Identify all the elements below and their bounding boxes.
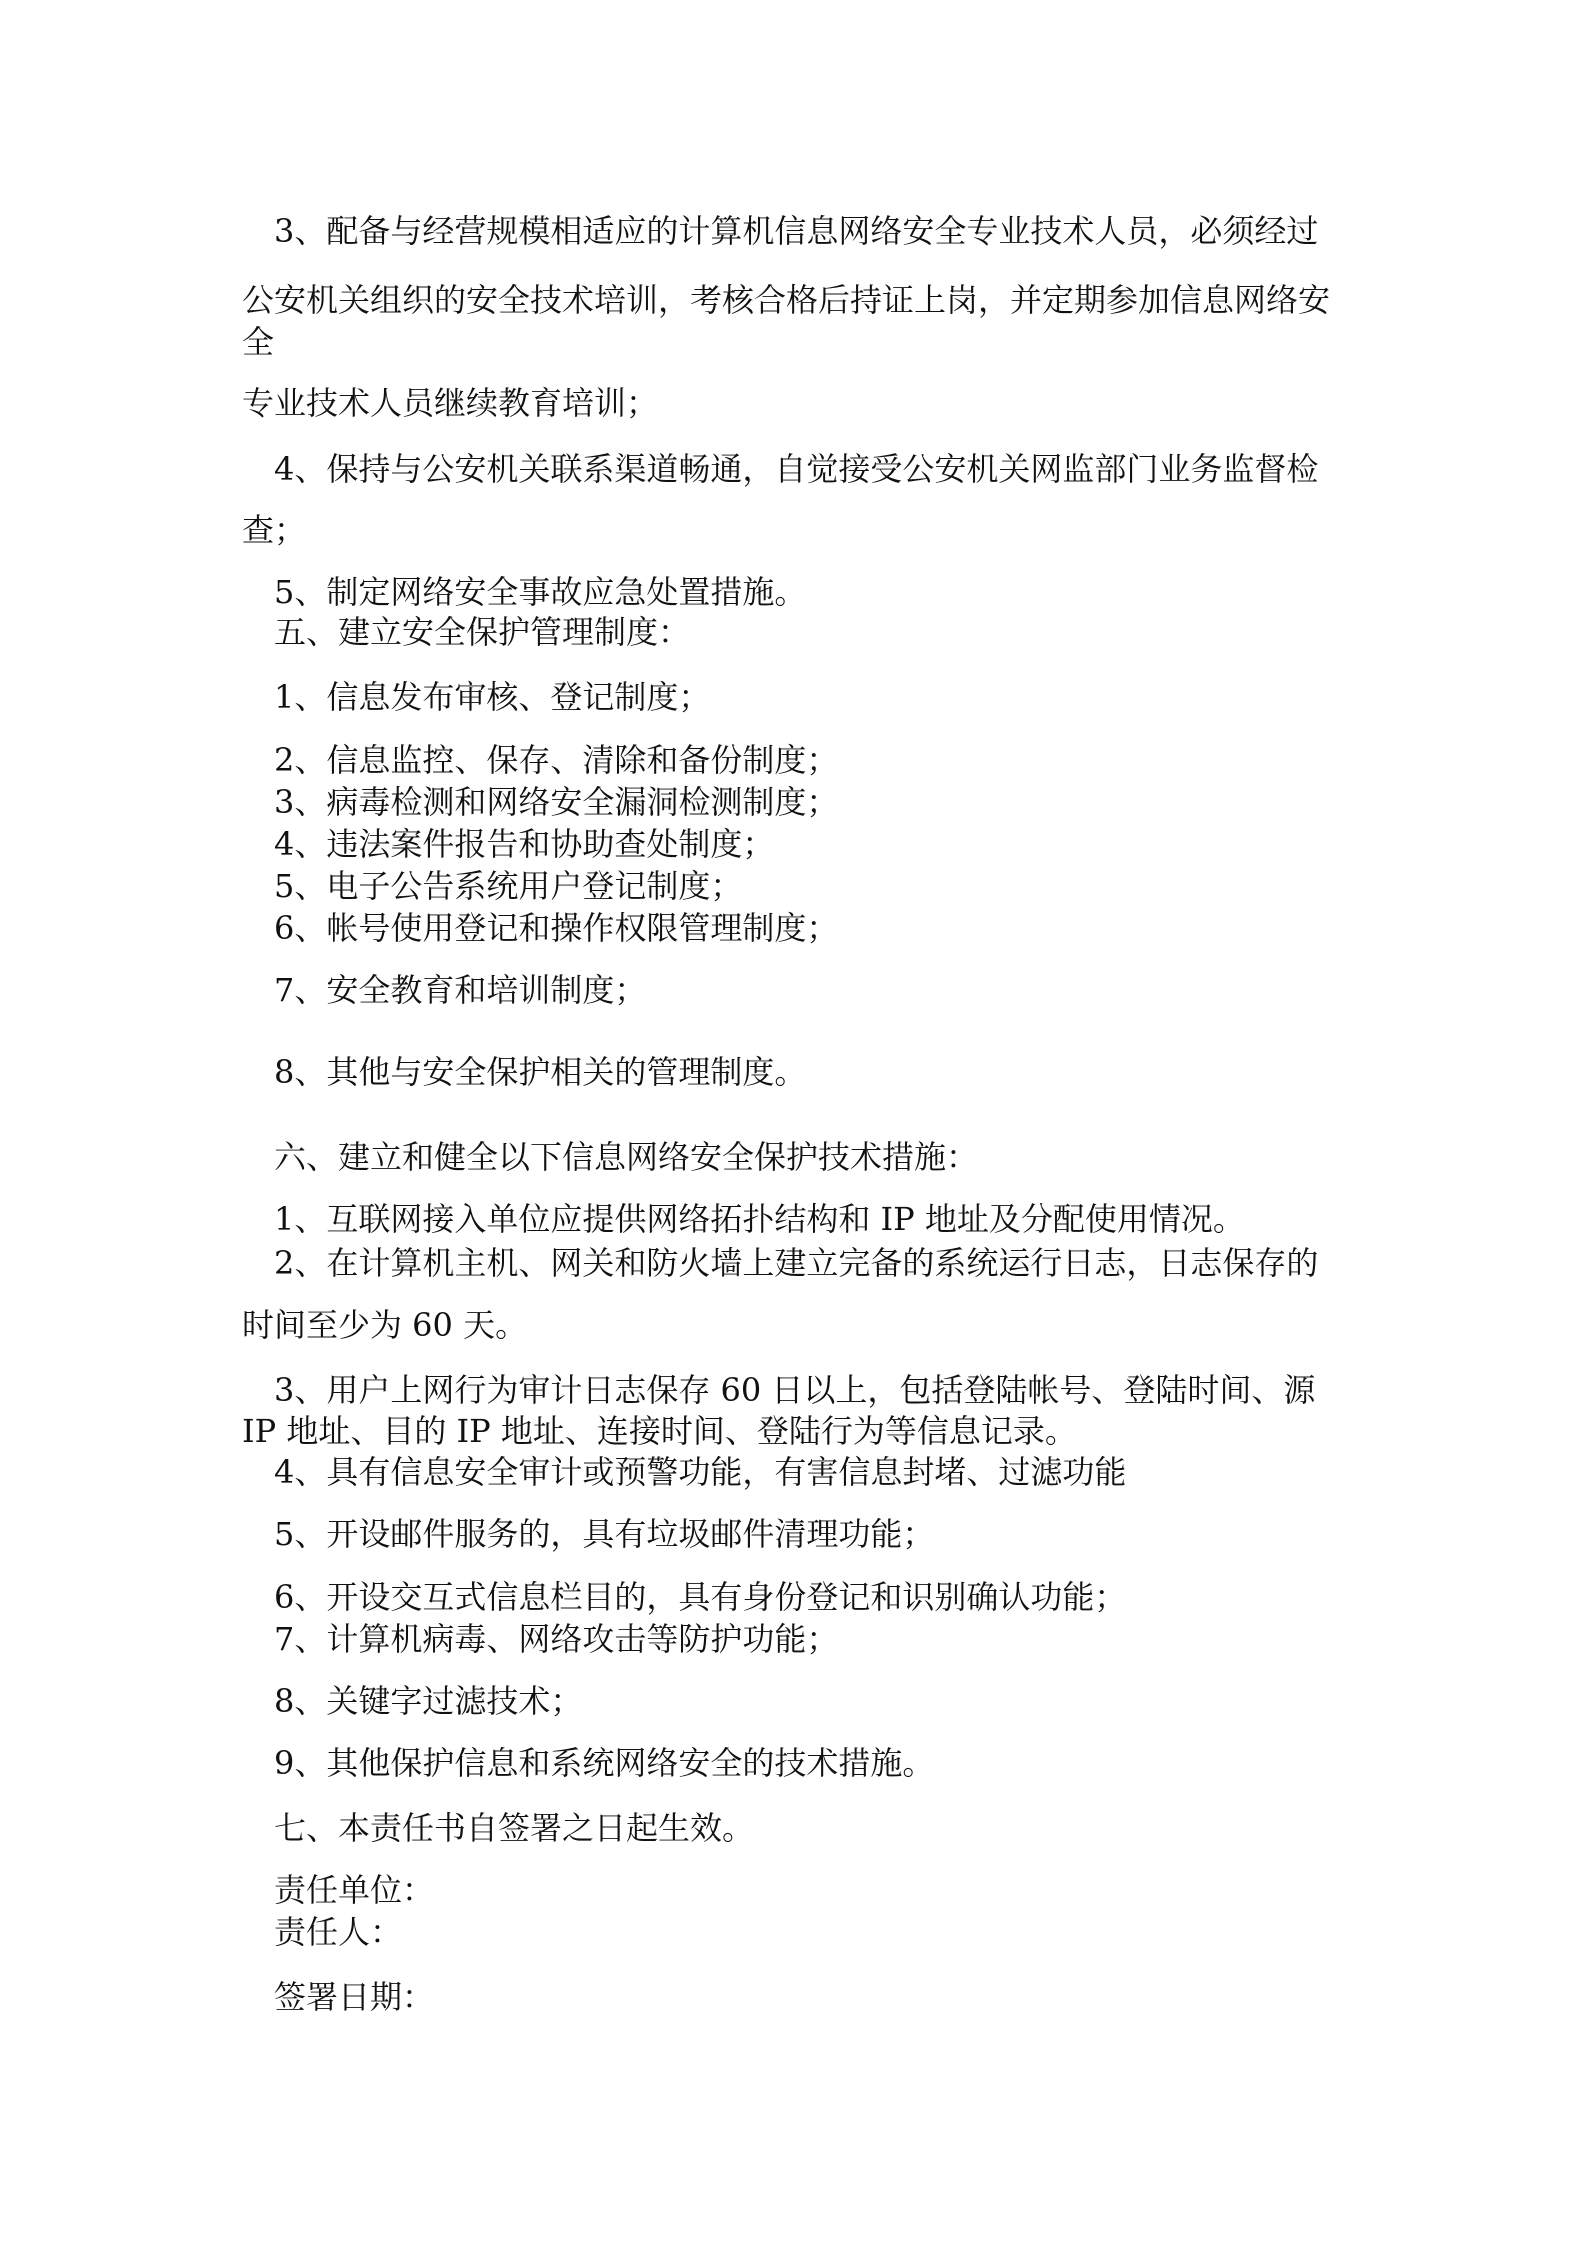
list-item: 2、在计算机主机、网关和防火墙上建立完备的系统运行日志，日志保存的 xyxy=(274,1244,1319,1282)
list-item: 2、信息监控、保存、清除和备份制度； xyxy=(274,741,839,779)
signature-unit-label: 责任单位： xyxy=(274,1871,435,1909)
paragraph-line: IP 地址、目的 IP 地址、连接时间、登陆行为等信息记录。 xyxy=(242,1412,1077,1450)
list-item: 6、开设交互式信息栏目的，具有身份登记和识别确认功能； xyxy=(274,1578,1127,1616)
list-item: 1、互联网接入单位应提供网络拓扑结构和 IP 地址及分配使用情况。 xyxy=(274,1200,1245,1238)
paragraph-line: 公安机关组织的安全技术培训，考核合格后持证上岗，并定期参加信息网络安 xyxy=(242,281,1331,319)
list-item: 3、病毒检测和网络安全漏洞检测制度； xyxy=(274,783,839,821)
section-heading: 五、建立安全保护管理制度： xyxy=(274,613,691,651)
list-item: 3、用户上网行为审计日志保存 60 日以上，包括登陆帐号、登陆时间、源 xyxy=(274,1371,1316,1409)
list-item: 4、具有信息安全审计或预警功能，有害信息封堵、过滤功能 xyxy=(274,1453,1127,1491)
section-heading: 六、建立和健全以下信息网络安全保护技术措施： xyxy=(274,1138,979,1176)
paragraph-line: 5、制定网络安全事故应急处置措施。 xyxy=(274,573,807,611)
paragraph-line: 时间至少为 60 天。 xyxy=(242,1306,528,1344)
list-item: 1、信息发布审核、登记制度； xyxy=(274,678,711,716)
list-item: 8、关键字过滤技术； xyxy=(274,1682,583,1720)
section-heading: 七、本责任书自签署之日起生效。 xyxy=(274,1809,755,1847)
signature-date-label: 签署日期： xyxy=(274,1978,435,2016)
list-item: 5、开设邮件服务的，具有垃圾邮件清理功能； xyxy=(274,1515,935,1553)
paragraph-line: 4、保持与公安机关联系渠道畅通，自觉接受公安机关网监部门业务监督检 xyxy=(274,450,1319,488)
list-item: 9、其他保护信息和系统网络安全的技术措施。 xyxy=(274,1744,935,1782)
list-item: 7、安全教育和培训制度； xyxy=(274,971,647,1009)
paragraph-line: 全 xyxy=(242,323,275,361)
list-item: 7、计算机病毒、网络攻击等防护功能； xyxy=(274,1620,839,1658)
paragraph-line: 3、配备与经营规模相适应的计算机信息网络安全专业技术人员，必须经过 xyxy=(274,212,1319,250)
list-item: 5、电子公告系统用户登记制度； xyxy=(274,867,743,905)
signature-person-label: 责任人： xyxy=(274,1913,403,1951)
paragraph-line: 查； xyxy=(242,511,307,549)
list-item: 4、违法案件报告和协助查处制度； xyxy=(274,825,775,863)
list-item: 8、其他与安全保护相关的管理制度。 xyxy=(274,1053,807,1091)
list-item: 6、帐号使用登记和操作权限管理制度； xyxy=(274,909,839,947)
paragraph-line: 专业技术人员继续教育培训； xyxy=(242,384,659,422)
